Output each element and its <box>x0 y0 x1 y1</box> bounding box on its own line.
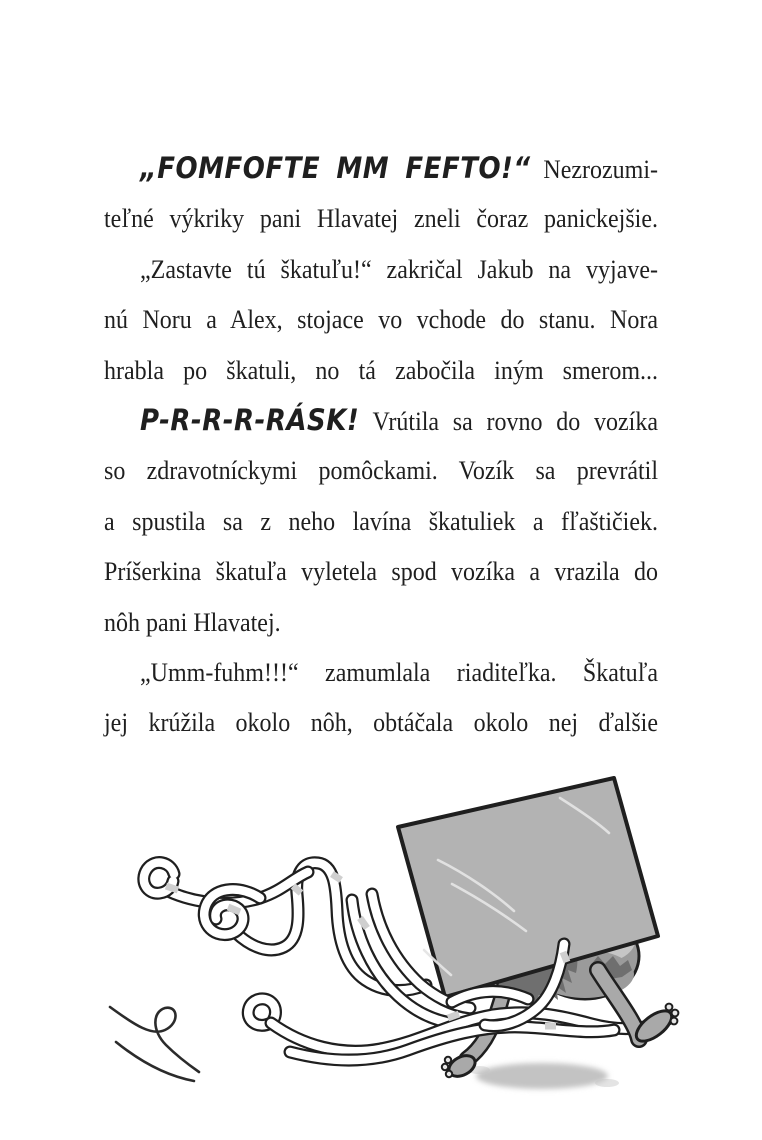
monster-box-illustration <box>0 760 762 1140</box>
body-text: a spustila sa z neho lavína škatuliek a fľaštičiek. <box>104 507 658 537</box>
body-text: nú Noru a Alex, stojace vo vchode do stanu. Nora <box>104 305 658 335</box>
text-line <box>104 246 658 296</box>
body-text: hrabla po škatuli, no tá zabočila iným smerom... <box>104 356 658 386</box>
ground-shadow <box>468 1063 619 1089</box>
text-line <box>104 699 658 749</box>
body-text: „Zastavte tú škatuľu!“ zakričal Jakub na vyjave- <box>140 255 658 285</box>
text-line <box>104 296 658 346</box>
body-text: Príšerkina škatuľa vyletela spod vozíka a vrazila do <box>104 557 658 587</box>
motion-swirl-icon <box>110 1007 199 1081</box>
text-line <box>104 347 658 397</box>
body-text: Vrútila sa rovno do vozíka <box>359 407 658 437</box>
body-text: so zdravotníckymi pomôckami. Vozík sa prevrátil <box>104 456 658 486</box>
text-line <box>104 649 658 699</box>
onomatopoeia-text: „FOMFOFTE MM FEFTO!“ <box>140 152 531 186</box>
text-line <box>104 548 658 598</box>
body-text: jej krúžila okolo nôh, obtáčala okolo nej ďalšie <box>104 708 658 738</box>
onomatopoeia-text: P-R-R-R-RÁSK! <box>140 404 360 438</box>
text-line-content <box>104 695 658 755</box>
text-line <box>104 195 658 245</box>
text-line <box>104 447 658 497</box>
text-line <box>104 145 658 195</box>
text-line <box>104 498 658 548</box>
body-text: teľné výkriky pani Hlavatej zneli čoraz panickejšie. <box>104 204 658 234</box>
text-block <box>104 145 658 750</box>
body-text: Nezrozumi- <box>530 155 658 185</box>
body-text: nôh pani Hlavatej. <box>104 607 281 638</box>
text-line <box>104 397 658 447</box>
body-text: „Umm-fuhm!!!“ zamumlala riaditeľka. Škatuľa <box>140 658 658 688</box>
text-line <box>104 599 658 649</box>
